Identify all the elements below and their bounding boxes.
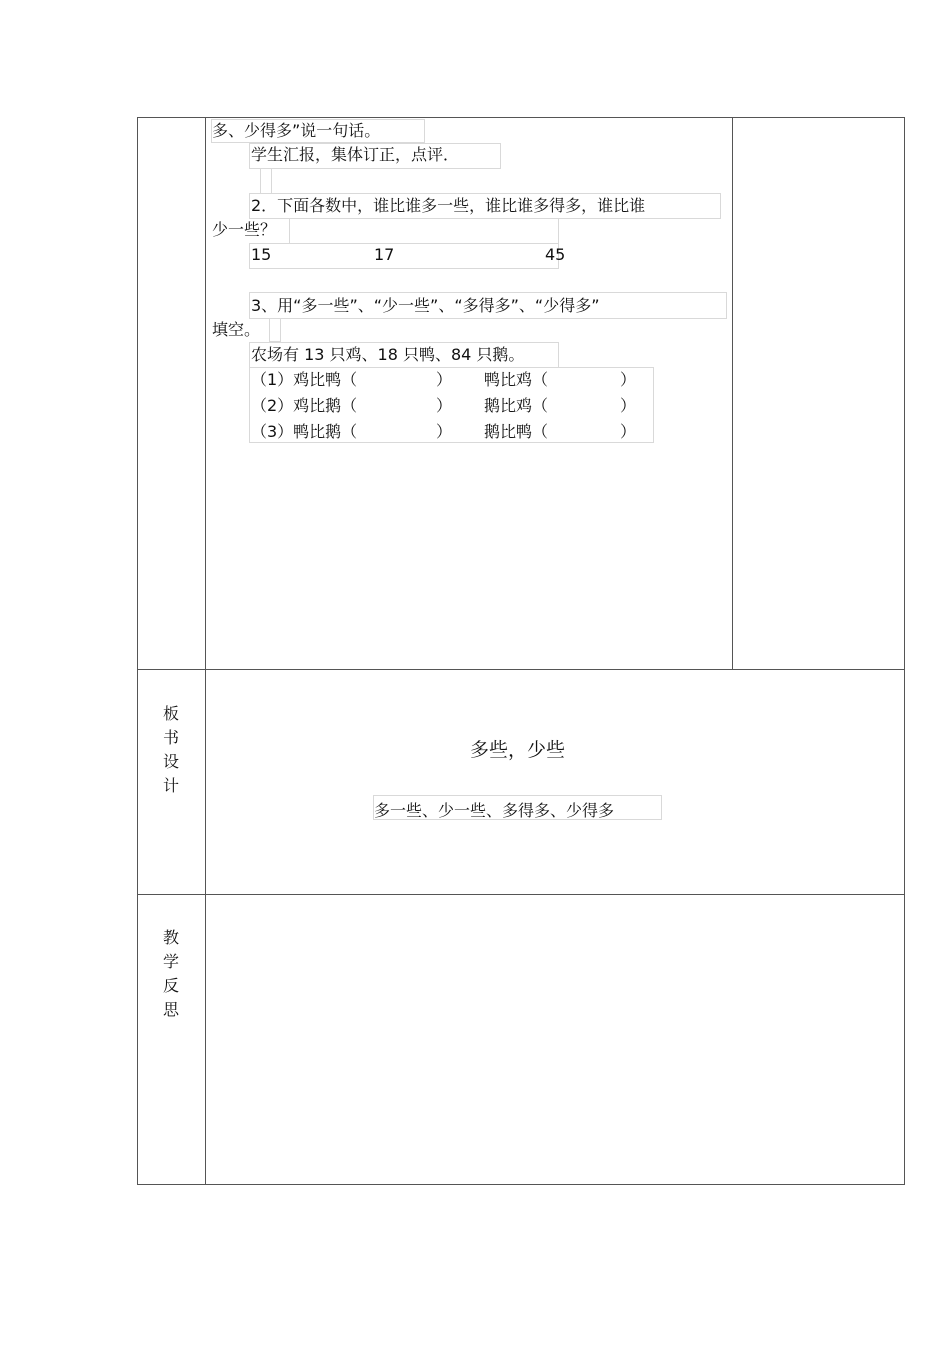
fill-row-3-left: （3）鸭比鹅（ [251, 422, 358, 441]
label-char: 反 [162, 976, 179, 995]
label-char: 计 [162, 776, 179, 795]
label-char: 思 [162, 1000, 179, 1019]
row-divider-reflection [137, 894, 905, 895]
row-divider-board [137, 669, 905, 670]
board-title: 多些，少些 [470, 739, 566, 761]
fill-row-3-left-close: ） [436, 422, 453, 441]
label-column-divider [205, 117, 206, 1185]
label-char: 教 [162, 928, 179, 947]
board-terms: 多一些、少一些、多得多、少得多 [374, 801, 615, 820]
table-top-border [137, 117, 905, 118]
number-17: 17 [374, 245, 395, 264]
fill-row-2-right: 鹅比鸡（ [484, 396, 549, 415]
table-bottom-border [137, 1184, 905, 1185]
fill-row-3-right-close: ） [620, 422, 637, 441]
question-3-line-1: 3、用“多一些”、“少一些”、“多得多”、“少得多” [251, 296, 600, 315]
label-char: 设 [162, 752, 179, 771]
fill-row-2-left-close: ） [436, 396, 453, 415]
number-15: 15 [251, 245, 272, 264]
exercise-line-1: 多、少得多”说一句话。 [212, 121, 381, 140]
label-char: 学 [162, 952, 179, 971]
text-frame [289, 218, 559, 244]
fill-row-1-right-close: ） [620, 370, 637, 389]
table-left-border [137, 117, 138, 1185]
fill-row-1-left-close: ） [436, 370, 453, 389]
fill-row-3-right: 鹅比鸭（ [484, 422, 549, 441]
fill-row-2-left: （2）鸡比鹅（ [251, 396, 358, 415]
text-frame [260, 168, 272, 194]
fill-row-1-left: （1）鸡比鸭（ [251, 370, 358, 389]
text-frame [249, 243, 559, 269]
fill-row-1-right: 鸭比鸡（ [484, 370, 549, 389]
label-char: 书 [162, 728, 179, 747]
farm-statement: 农场有 13 只鸡、18 只鸭、84 只鹅。 [251, 345, 525, 364]
exercise-line-2: 学生汇报，集体订正，点评． [251, 145, 460, 164]
table-right-border [904, 117, 905, 1185]
number-45: 45 [545, 245, 566, 264]
question-3-line-2: 填空。 [212, 320, 261, 339]
notes-column-divider [732, 117, 733, 670]
text-frame [269, 318, 281, 342]
question-2-line-2: 少一些？ [212, 220, 277, 239]
label-char: 板 [162, 704, 179, 723]
board-design-label [159, 702, 183, 798]
teaching-reflection-label [159, 926, 183, 1022]
fill-row-2-right-close: ） [620, 396, 637, 415]
question-2-line-1: 2．下面各数中，谁比谁多一些，谁比谁多得多，谁比谁 [251, 196, 646, 215]
